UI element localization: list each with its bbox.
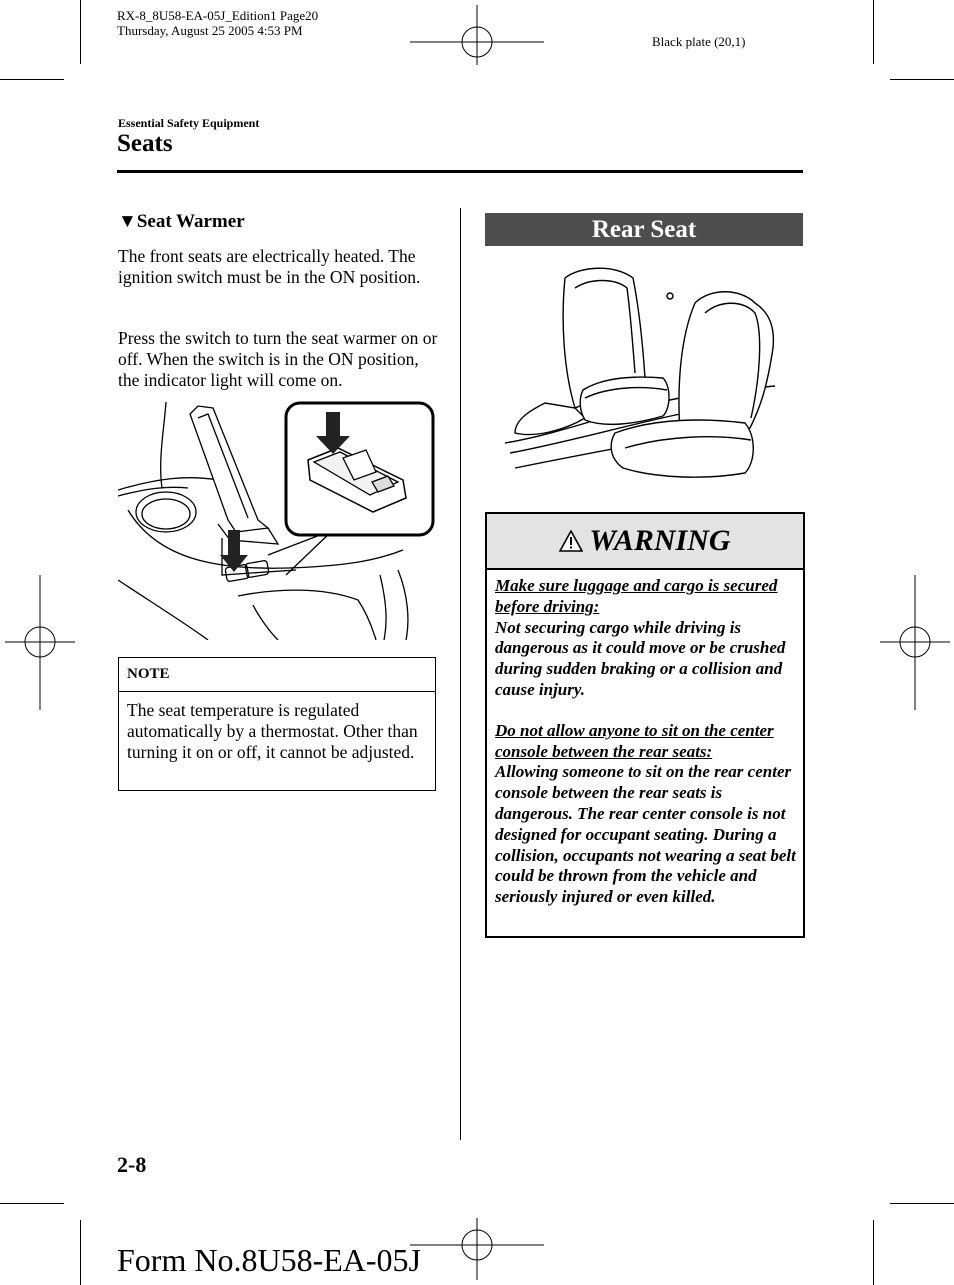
triangle-marker-icon: ▼ (118, 211, 137, 232)
crop-mark (0, 1203, 64, 1204)
registration-mark-icon (410, 1210, 544, 1280)
crop-mark (0, 79, 64, 80)
crop-mark (80, 1220, 81, 1285)
warning-item-lead: Make sure luggage and cargo is secured before driving: (495, 576, 778, 616)
print-header (117, 8, 318, 38)
crop-mark (873, 0, 874, 64)
crop-mark (890, 1203, 954, 1204)
warning-triangle-icon (559, 530, 583, 552)
seat-warmer-paragraph-2: Press the switch to turn the seat warmer on or off. When the switch is in the ON position, the indicator light will come on. (118, 328, 438, 390)
note-body: The seat temperature is regulated automatically by a thermostat. Other than turning it on or off, it cannot be adjusted. (127, 700, 418, 762)
page-title: Seats (117, 130, 173, 157)
page-number: 2-8 (117, 1152, 147, 1177)
crop-mark (80, 0, 81, 64)
warning-item-text: Not securing cargo while driving is dangerous as it could move or be crushed during sudden braking or a collision and cause injury. (495, 617, 786, 699)
warning-item-lead: Do not allow anyone to sit on the center console between the rear seats: (495, 720, 774, 761)
crop-mark (890, 79, 954, 80)
warning-header (487, 514, 803, 570)
note-heading: NOTE (119, 658, 435, 692)
warning-item (495, 721, 797, 908)
rear-seat-heading: Rear Seat (485, 213, 803, 246)
seat-warmer-heading-text: Seat Warmer (136, 211, 245, 232)
column-divider (460, 208, 461, 1140)
registration-mark-icon (410, 5, 544, 75)
warning-body (495, 576, 797, 928)
note-box (118, 657, 436, 791)
seat-warmer-paragraph-1: The front seats are electrically heated. The ignition switch must be in the ON position. (118, 246, 421, 287)
warning-item (495, 576, 797, 701)
print-header-line2: Thursday, August 25 2005 4:53 PM (117, 23, 303, 38)
crop-mark (873, 1220, 874, 1285)
warning-title: WARNING (589, 524, 731, 557)
rear-seat-illustration (505, 258, 780, 486)
section-label: Essential Safety Equipment (118, 116, 260, 130)
form-number: Form No.8U58-EA-05J (117, 1242, 421, 1278)
title-rule (117, 170, 803, 173)
registration-mark-icon (5, 575, 75, 710)
registration-mark-icon (880, 575, 950, 710)
seat-warmer-switch-illustration (118, 400, 438, 640)
seat-warmer-heading (118, 211, 245, 233)
print-header-line1: RX-8_8U58-EA-05J_Edition1 Page20 (117, 8, 319, 23)
warning-box (485, 512, 805, 938)
warning-item-text: Allowing someone to sit on the rear center console between the rear seats is dangerous. The rear center console is not designed for occupant seating. During a collision, occupants not wearing a seat belt could be thrown from the vehicle and seriously injured or even killed. (495, 762, 796, 907)
plate-label: Black plate (20,1) (652, 34, 746, 49)
